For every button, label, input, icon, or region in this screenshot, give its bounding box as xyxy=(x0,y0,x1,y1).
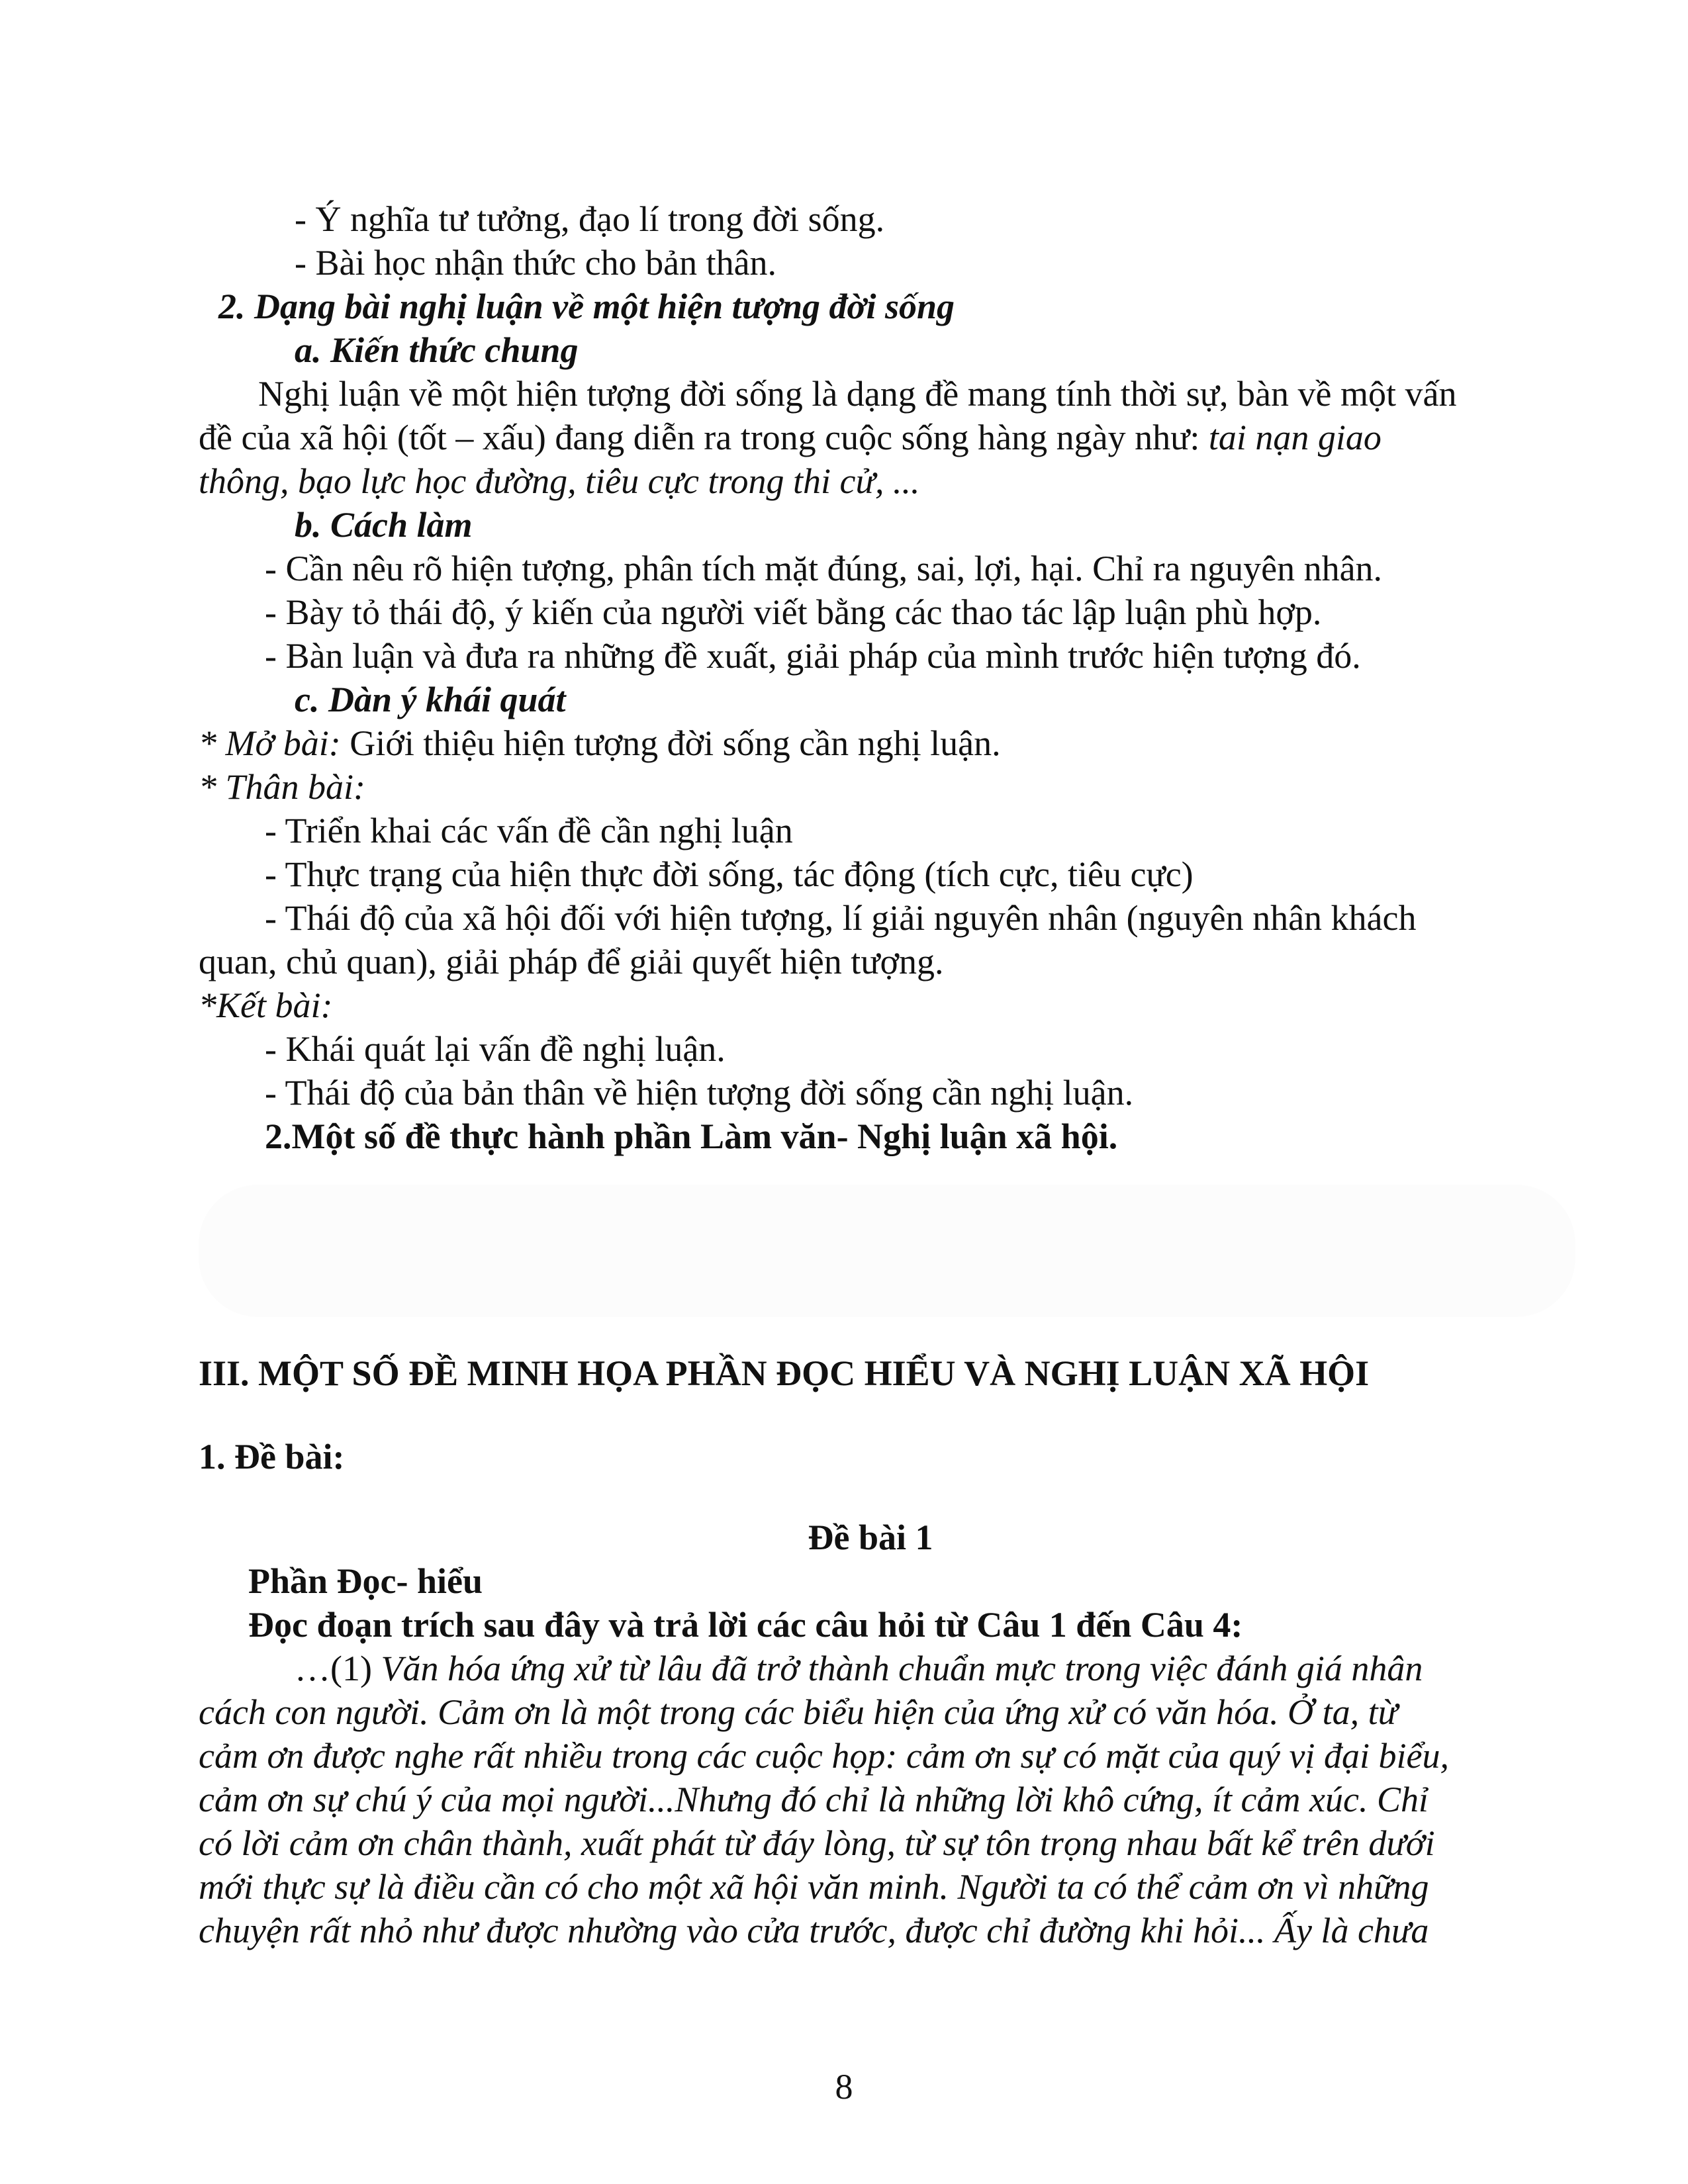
subsection-heading: b. Cách làm xyxy=(295,505,473,545)
chapter-heading: III. MỘT SỐ ĐỀ MINH HỌA PHẦN ĐỌC HIỂU VÀ NGHỊ LUẬN XÃ HỘI xyxy=(199,1353,1370,1393)
bullet-line: - Ý nghĩa tư tưởng, đạo lí trong đời sống. xyxy=(295,199,885,239)
section-heading: 2.Một số đề thực hành phần Làm văn- Nghị luận xã hội. xyxy=(265,1116,1118,1156)
bullet-line: - Khái quát lại vấn đề nghị luận. xyxy=(265,1029,726,1069)
part-heading: Phần Đọc- hiểu xyxy=(248,1561,483,1601)
outline-text: Giới thiệu hiện tượng đời sống cần nghị luận. xyxy=(340,723,1001,763)
passage-line: chuyện rất nhỏ như được nhường vào cửa trước, được chỉ đường khi hỏi... Ấy là chưa xyxy=(199,1911,1429,1950)
section-heading: 2. Dạng bài nghị luận về một hiện tượng đời sống xyxy=(218,287,955,326)
passage-line xyxy=(295,1647,1423,1690)
passage-line: cảm ơn được nghe rất nhiều trong các cuộc họp: cảm ơn sự có mặt của quý vị đại biểu, xyxy=(199,1736,1449,1776)
faded-scan-area xyxy=(199,1185,1575,1317)
paragraph-line: thông, bạo lực học đường, tiêu cực trong thi cử, ... xyxy=(199,461,920,501)
passage-line: cách con người. Cảm ơn là một trong các biểu hiện của ứng xử có văn hóa. Ở ta, từ xyxy=(199,1692,1398,1732)
passage-text: Văn hóa ứng xử từ lâu đã trở thành chuẩn mực trong việc đánh giá nhân xyxy=(381,1649,1423,1688)
bullet-line: - Bàn luận và đưa ra những đề xuất, giải pháp của mình trước hiện tượng đó. xyxy=(265,636,1361,676)
outline-label: * Thân bài: xyxy=(199,767,366,807)
paragraph-text: đề của xã hội (tốt – xấu) đang diễn ra trong cuộc sống hàng ngày như: xyxy=(199,418,1209,457)
bullet-line: - Cần nêu rõ hiện tượng, phân tích mặt đúng, sai, lợi, hại. Chỉ ra nguyên nhân. xyxy=(265,549,1383,588)
passage-line: cảm ơn sự chú ý của mọi người...Nhưng đó chỉ là những lời khô cứng, ít cảm xúc. Chỉ xyxy=(199,1780,1429,1819)
bullet-line: - Bày tỏ thái độ, ý kiến của người viết bằng các thao tác lập luận phù hợp. xyxy=(265,592,1322,632)
paragraph-line xyxy=(199,416,1382,459)
bullet-continuation: quan, chủ quan), giải pháp để giải quyết hiện tượng. xyxy=(199,942,944,981)
paragraph-line: Nghị luận về một hiện tượng đời sống là dạng đề mang tính thời sự, bàn về một vấn xyxy=(258,374,1457,414)
passage-number: …(1) xyxy=(295,1649,381,1688)
passage-line: mới thực sự là điều cần có cho một xã hội văn minh. Người ta có thể cảm ơn vì những xyxy=(199,1867,1429,1907)
bullet-line: - Thái độ của bản thân về hiện tượng đời sống cần nghị luận. xyxy=(265,1073,1134,1113)
exercise-title: Đề bài 1 xyxy=(808,1518,933,1557)
instruction-line: Đọc đoạn trích sau đây và trả lời các câu hỏi từ Câu 1 đến Câu 4: xyxy=(248,1605,1243,1645)
bullet-line: - Bài học nhận thức cho bản thân. xyxy=(295,243,777,283)
bullet-line: - Triển khai các vấn đề cần nghị luận xyxy=(265,811,793,850)
page-number: 8 xyxy=(835,2067,853,2107)
outline-line xyxy=(199,721,1001,765)
subsection-heading: c. Dàn ý khái quát xyxy=(295,680,566,719)
subsection-heading: a. Kiến thức chung xyxy=(295,330,579,370)
bullet-line: - Thực trạng của hiện thực đời sống, tác động (tích cực, tiêu cực) xyxy=(265,854,1194,894)
paragraph-italic-text: tai nạn giao xyxy=(1208,418,1382,457)
section-heading: 1. Đề bài: xyxy=(199,1437,345,1477)
bullet-line: - Thái độ của xã hội đối với hiện tượng, lí giải nguyên nhân (nguyên nhân khách xyxy=(265,898,1417,938)
outline-label: * Mở bài: xyxy=(199,723,341,763)
outline-label: *Kết bài: xyxy=(199,985,333,1025)
passage-line: có lời cảm ơn chân thành, xuất phát từ đáy lòng, từ sự tôn trọng nhau bất kể trên dưới xyxy=(199,1823,1435,1863)
